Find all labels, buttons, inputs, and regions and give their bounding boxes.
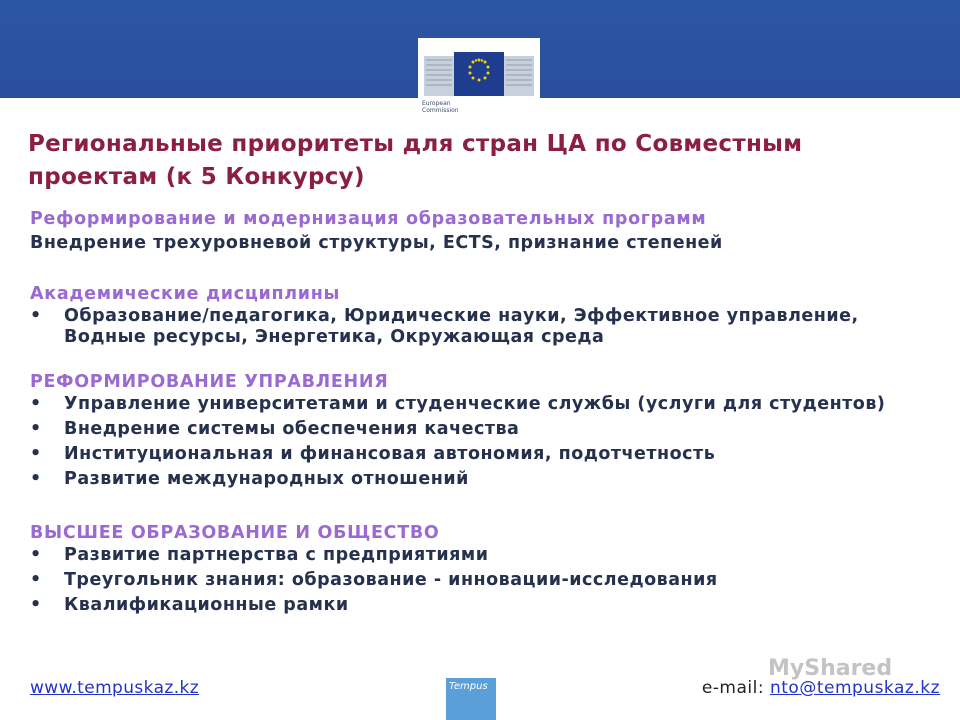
list-item: • Внедрение системы обеспечения качества [30,419,910,440]
section1-subline: Внедрение трехуровневой структуры, ECTS, признание степеней [30,233,723,253]
list-item: • Развитие партнерства с предприятиями [30,545,910,566]
slide-content [30,207,910,620]
spacer [30,494,910,521]
spacer [30,352,910,370]
commission-building-icon [418,38,540,100]
title-line2: проектам (к 5 Конкурсу) [28,164,365,190]
section4-heading: ВЫСШЕЕ ОБРАЗОВАНИЕ И ОБЩЕСТВО [30,523,440,543]
email-link[interactable]: nto@tempuskaz.kz [769,678,940,698]
section2-list [30,306,910,348]
list-item: • Образование/педагогика, Юридические науки, Эффективное управление, Водные ресурсы, Энергетика, Окружающая среда [30,306,910,348]
list-item: • Квалификационные рамки [30,595,910,616]
list-item: • Развитие международных отношений [30,469,910,490]
european-commission-logo [418,38,540,120]
section3-list [30,394,910,490]
list-item: • Институциональная и финансовая автономия, подотчетность [30,444,910,465]
section2-heading: Академические дисциплины [30,284,341,304]
email-label: e-mail: [701,678,770,698]
tempus-logo-text: Tempus [449,681,488,692]
logo-text-line1: European [422,100,451,107]
website-link[interactable]: www.tempuskaz.kz [30,678,200,698]
spacer [30,255,910,282]
list-item: • Управление университетами и студенческие службы (услуги для студентов) [30,394,910,415]
logo-caption [422,100,459,114]
watermark: MyShared [768,656,893,681]
list-item: • Треугольник знания: образование - инновации-исследования [30,570,910,591]
email-contact [702,678,940,698]
section4-list [30,545,910,616]
logo-text-line2: Commission [422,107,459,114]
tempus-logo [446,678,496,720]
section3-heading: РЕФОРМИРОВАНИЕ УПРАВЛЕНИЯ [30,372,389,392]
title-line1: Региональные приоритеты для стран ЦА по Совместным [28,131,803,157]
section1-heading: Реформирование и модернизация образовательных программ [30,209,707,229]
page-title [28,128,928,194]
